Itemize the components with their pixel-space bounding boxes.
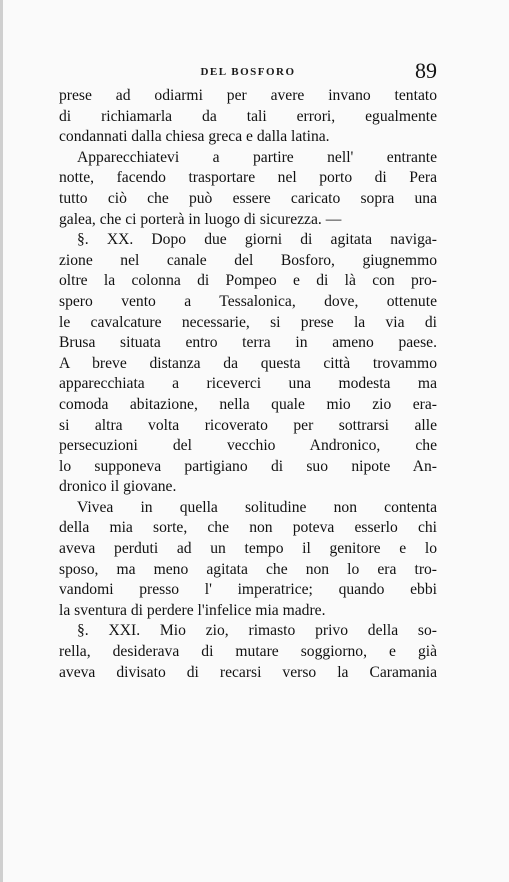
text-line: aveva perduti ad un tempo il genitore e lo — [59, 540, 437, 558]
text-body — [59, 86, 437, 683]
text-line: della mia sorte, che non poteva esserlo chi — [59, 519, 437, 537]
running-title: DEL BOSFORO — [200, 66, 296, 78]
text-line: vandomi presso l' imperatrice; quando ebbi — [59, 581, 437, 599]
text-line: persecuzioni del vecchio Andronico, che — [59, 437, 437, 455]
text-line: Vivea in quella solitudine non contenta — [77, 498, 437, 516]
text-line: aveva divisato di recarsi verso la Caramania — [59, 663, 437, 681]
text-line: A breve distanza da questa città trovammo — [59, 354, 437, 372]
text-line: galea, che ci porterà in luogo di sicurezza. — — [59, 210, 342, 228]
text-line: tutto ciò che può essere caricato sopra una — [59, 189, 437, 207]
text-line: condannati dalla chiesa greca e dalla latina. — [59, 128, 330, 146]
text-line: spero vento a Tessalonica, dove, ottenute — [59, 292, 437, 310]
text-line: oltre la colonna di Pompeo e di là con pro- — [59, 272, 437, 290]
text-line: Brusa situata entro terra in ameno paese. — [59, 334, 437, 352]
text-line: di richiamarla da tali errori, egualmente — [59, 107, 437, 125]
text-line: Apparecchiatevi a partire nell' entrante — [77, 148, 437, 166]
text-line: §. XX. Dopo due giorni di agitata naviga- — [77, 231, 437, 249]
text-line: sposo, ma meno agitata che non lo era tro- — [59, 560, 437, 578]
text-line: prese ad odiarmi per avere invano tentato — [59, 87, 437, 104]
text-line: comoda abitazione, nella quale mio zio era- — [59, 395, 437, 413]
text-line: §. XXI. Mio zio, rimasto privo della so- — [77, 622, 437, 640]
text-line: dronico il giovane. — [59, 478, 177, 496]
text-line: zione nel canale del Bosforo, giugnemmo — [59, 251, 437, 269]
text-line: le cavalcature necessarie, si prese la via di — [59, 313, 437, 331]
text-line: lo supponeva partigiano di suo nipote An- — [59, 457, 437, 475]
page-number: 89 — [415, 58, 437, 83]
text-line: apparecchiata a riceverci una modesta ma — [59, 375, 437, 393]
text-line: la sventura di perdere l'infelice mia madre. — [59, 601, 326, 619]
text-line: notte, facendo trasportare nel porto di Pera — [59, 169, 437, 187]
running-head — [59, 58, 437, 86]
text-line: si altra volta ricoverato per sottrarsi alle — [59, 416, 437, 434]
text-line: rella, desiderava di mutare soggiorno, e già — [59, 643, 437, 661]
